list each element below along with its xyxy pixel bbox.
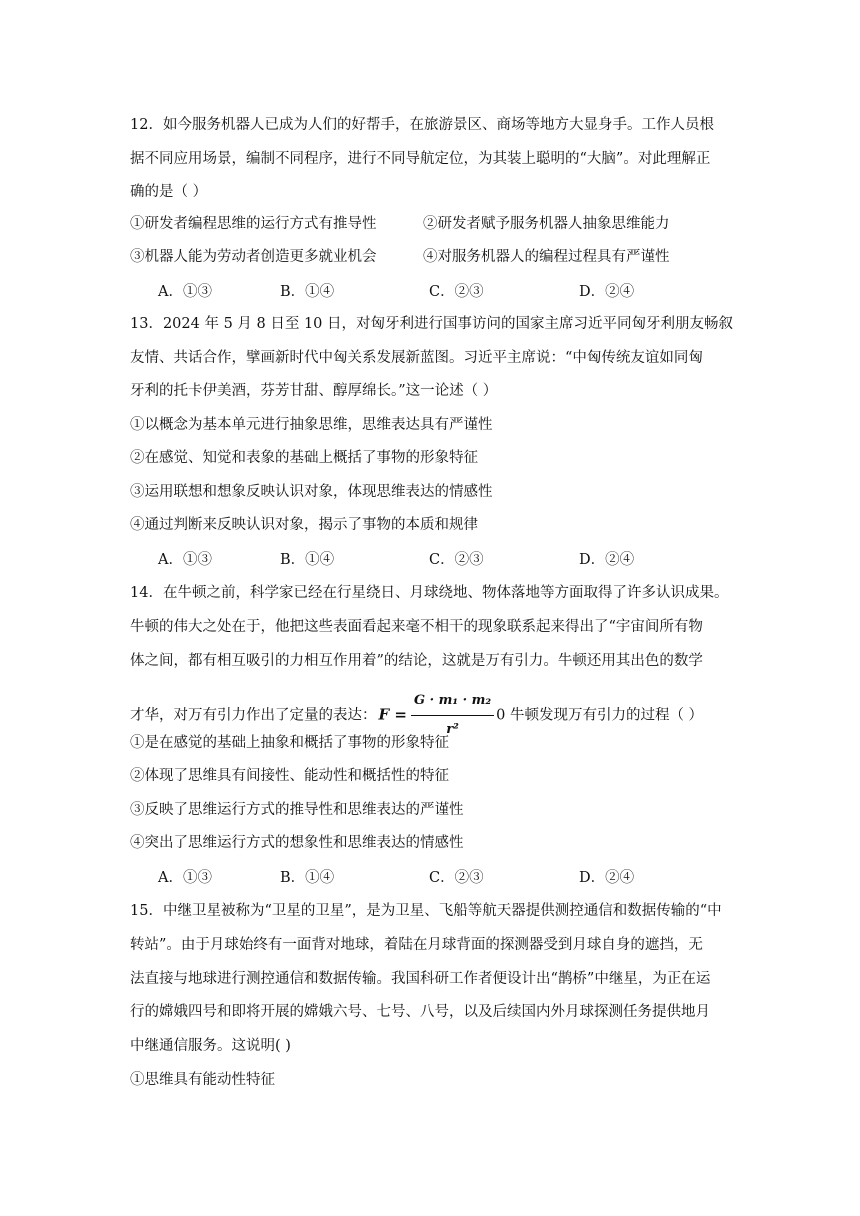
q14-stem-line-2: 牛顿的伟大之处在于，他把这些表面看起来毫不相干的现象联系起来得出了“宇宙间所有物 xyxy=(130,619,703,635)
q14-choice-b[interactable]: B．①④ xyxy=(280,870,335,886)
q12-option-1: ①研发者编程思维的运行方式有推导性 xyxy=(130,216,377,232)
q12-option-3: ③机器人能为劳动者创造更多就业机会 xyxy=(130,249,377,265)
q13-stem-line-3: 牙利的托卡伊美酒，芬芳甘甜、醇厚绵长。”这一论述（ ） xyxy=(130,383,498,399)
q13-choice-b[interactable]: B．①④ xyxy=(280,552,335,568)
q14-stem-line-4-before: 才华，对万有引力作出了定量的表达： xyxy=(130,707,377,724)
q12-stem-line-3: 确的是（ ） xyxy=(130,184,208,200)
q12-choice-c[interactable]: C．②③ xyxy=(429,284,484,300)
q12-choice-a[interactable]: A．①③ xyxy=(158,284,212,300)
q14-choice-a[interactable]: A．①③ xyxy=(158,870,212,886)
q15-stem-line-5: 中继通信服务。这说明( ) xyxy=(130,1038,291,1054)
q13-option-2: ②在感觉、知觉和表象的基础上概括了事物的形象特征 xyxy=(130,450,478,466)
q13-option-3: ③运用联想和想象反映认识对象，体现思维表达的情感性 xyxy=(130,484,493,500)
q14-option-1: ①是在感觉的基础上抽象和概括了事物的形象特征 xyxy=(130,735,449,751)
q14-choice-d[interactable]: D．②④ xyxy=(579,870,635,886)
formula-numerator: G · m₁ · m₂ xyxy=(411,688,494,716)
q14-choice-c[interactable]: C．②③ xyxy=(429,870,484,886)
q13-stem-line-1: 13．2024 年 5 月 8 日至 10 日，对匈牙利进行国事访问的国家主席习近平同匈牙利朋友畅叙 xyxy=(130,316,734,332)
q13-choice-d[interactable]: D．②④ xyxy=(579,552,635,568)
q13-option-1: ①以概念为基本单元进行抽象思维，思维表达具有严谨性 xyxy=(130,417,493,433)
q12-options-row-2 xyxy=(130,247,670,267)
q12-stem-line-1: 12．如今服务机器人已成为人们的好帮手，在旅游景区、商场等地方大显身手。工作人员根 xyxy=(130,117,714,133)
q14-option-3: ③反映了思维运行方式的推导性和思维表达的严谨性 xyxy=(130,802,464,818)
q13-choice-c[interactable]: C．②③ xyxy=(429,552,484,568)
q13-option-4: ④通过判断来反映认识对象，揭示了事物的本质和规律 xyxy=(130,517,478,533)
q14-stem-line-4-after: 0 牛顿发现万有引力的过程（ ） xyxy=(496,707,704,724)
q13-choice-a[interactable]: A．①③ xyxy=(158,552,212,568)
q15-stem-line-1: 15．中继卫星被称为“卫星的卫星”，是为卫星、飞船等航天器提供测控通信和数据传输的“中 xyxy=(130,903,722,919)
q14-option-4: ④突出了思维运行方式的想象性和思维表达的情感性 xyxy=(130,835,464,851)
q12-option-4: ④对服务机器人的编程过程具有严谨性 xyxy=(423,249,670,265)
q12-choice-b[interactable]: B．①④ xyxy=(280,284,335,300)
q14-stem-line-1: 14．在牛顿之前，科学家已经在行星绕日、月球绕地、物体落地等方面取得了许多认识成果。 xyxy=(130,585,729,601)
q12-option-2: ②研发者赋予服务机器人抽象思维能力 xyxy=(423,216,670,232)
q15-stem-line-3: 法直接与地球进行测控通信和数据传输。我国科研工作者便设计出“鹊桥”中继星，为正在运 xyxy=(130,971,711,987)
q15-option-1: ①思维具有能动性特征 xyxy=(130,1072,275,1088)
formula-denominator: r² xyxy=(446,722,459,737)
q12-stem-line-2: 据不同应用场景，编制不同程序，进行不同导航定位，为其装上聪明的“大脑”。对此理解正 xyxy=(130,151,711,167)
q12-options-row-1 xyxy=(130,214,670,234)
formula-lhs: F = xyxy=(378,705,407,724)
q12-choice-d[interactable]: D．②④ xyxy=(579,284,635,300)
q14-option-2: ②体现了思维具有间接性、能动性和概括性的特征 xyxy=(130,768,449,784)
q15-stem-line-4: 行的嫦娥四号和即将开展的嫦娥六号、七号、八号，以及后续国内外月球探测任务提供地月 xyxy=(130,1004,710,1020)
q13-stem-line-2: 友情、共话合作，擘画新时代中匈关系发展新蓝图。习近平主席说：“中匈传统友谊如同匈 xyxy=(130,350,703,366)
q14-stem-line-3: 体之间，都有相互吸引的力相互作用着”的结论，这就是万有引力。牛顿还用其出色的数学 xyxy=(130,653,703,669)
q15-stem-line-2: 转站”。由于月球始终有一面背对地球，着陆在月球背面的探测器受到月球自身的遮挡，无 xyxy=(130,937,703,953)
